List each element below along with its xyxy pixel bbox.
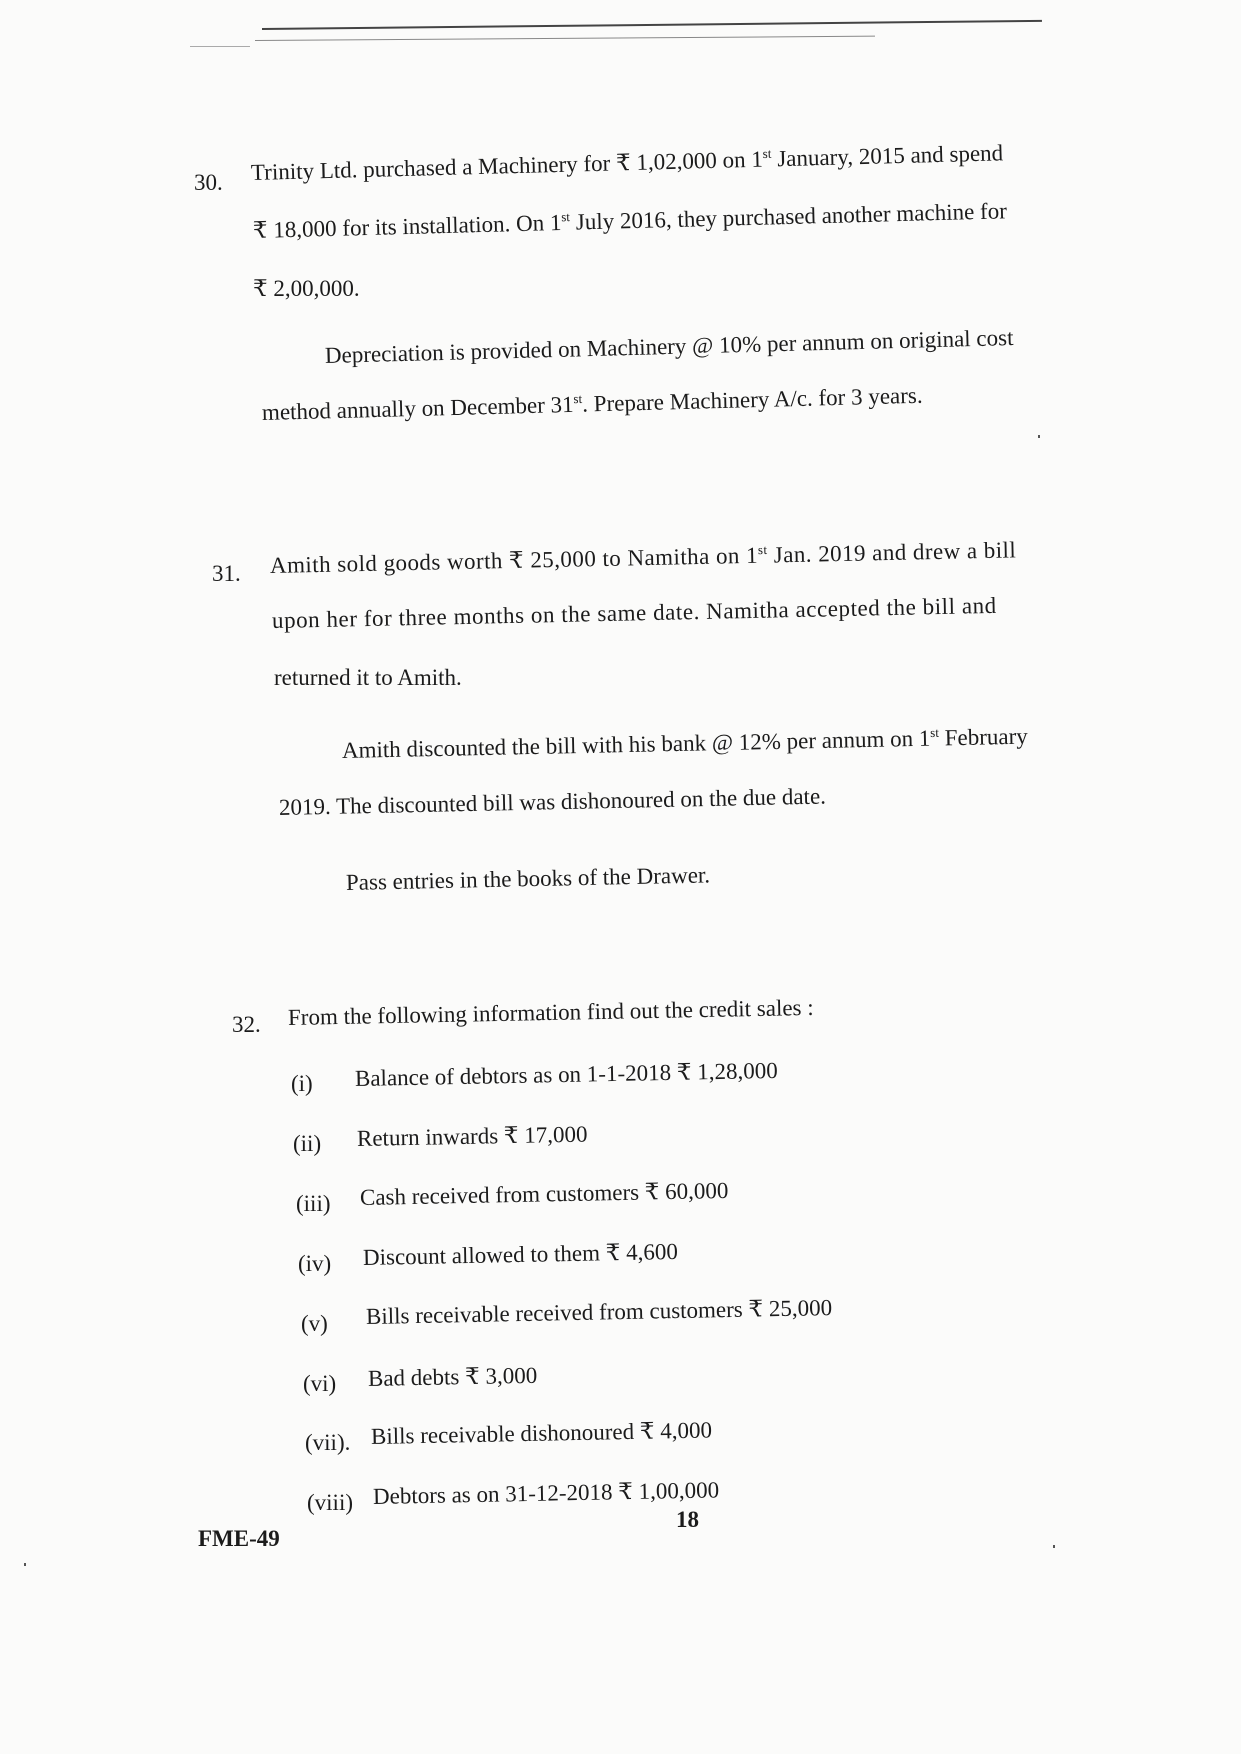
item-numeral: (i) xyxy=(291,1071,313,1096)
scan-speck xyxy=(24,1563,26,1566)
question-line: 2019. The discounted bill was dishonoured on the due date. xyxy=(278,783,827,820)
scan-speck xyxy=(1038,435,1040,438)
header-rule-fragment xyxy=(190,46,250,47)
list-item: Discount allowed to them ₹ 4,600 xyxy=(362,1238,679,1270)
question-line: upon her for three months on the same date. Namitha accepted the bill and xyxy=(271,592,997,633)
question-line: Pass entries in the books of the Drawer. xyxy=(345,862,711,895)
question-line: Trinity Ltd. purchased a Machinery for ₹ 1,02,000 on 1st January, 2015 and spend xyxy=(250,140,1004,185)
header-rule-secondary xyxy=(255,36,875,41)
question-line: Amith sold goods worth ₹ 25,000 to Namitha on 1st Jan. 2019 and drew a bill xyxy=(269,537,1017,578)
scan-speck xyxy=(1053,1545,1055,1548)
question-line: returned it to Amith. xyxy=(274,665,462,690)
question-line: ₹ 2,00,000. xyxy=(253,276,360,301)
item-numeral: (vii). xyxy=(305,1430,351,1455)
paper-code: FME-49 xyxy=(198,1526,280,1551)
question-number: 30. xyxy=(194,170,223,195)
list-item: Bills receivable received from customers ₹ 25,000 xyxy=(365,1295,833,1329)
question-number: 31. xyxy=(212,561,241,586)
question-line: ₹ 18,000 for its installation. On 1st July 2016, they purchased another machine for xyxy=(252,198,1008,243)
header-rule xyxy=(262,20,1042,30)
list-item: Cash received from customers ₹ 60,000 xyxy=(359,1177,729,1210)
item-numeral: (ii) xyxy=(293,1131,322,1156)
item-numeral: (viii) xyxy=(307,1490,353,1515)
page-number: 18 xyxy=(676,1507,699,1532)
list-item: Balance of debtors as on 1-1-2018 ₹ 1,28,000 xyxy=(354,1057,778,1091)
list-item: Bills receivable dishonoured ₹ 4,000 xyxy=(370,1417,713,1449)
item-numeral: (iii) xyxy=(296,1191,331,1216)
list-item: Debtors as on 31-12-2018 ₹ 1,00,000 xyxy=(372,1477,720,1509)
question-line: Depreciation is provided on Machinery @ 10% per annum on original cost xyxy=(324,324,1014,368)
question-number: 32. xyxy=(232,1012,261,1037)
question-line: Amith discounted the bill with his bank @ 12% per annum on 1st February xyxy=(341,723,1029,763)
item-numeral: (iv) xyxy=(298,1251,332,1276)
question-line: method annually on December 31st. Prepare Machinery A/c. for 3 years. xyxy=(261,382,923,425)
item-numeral: (v) xyxy=(301,1311,328,1336)
item-numeral: (vi) xyxy=(303,1371,337,1396)
question-intro: From the following information find out the credit sales : xyxy=(287,994,814,1030)
list-item: Return inwards ₹ 17,000 xyxy=(356,1121,588,1151)
list-item: Bad debts ₹ 3,000 xyxy=(367,1362,538,1391)
